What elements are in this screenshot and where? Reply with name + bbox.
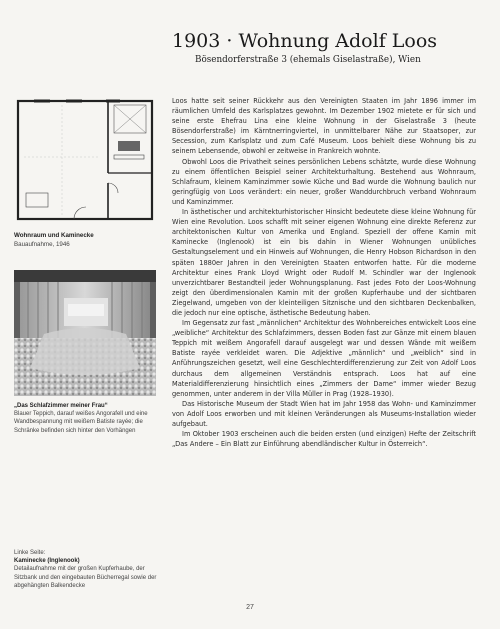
paragraph: In ästhetischer und architekturhistorischer Hinsicht bedeutete diese kleine Wohnung für Wien eine Revolution. Loos schafft mit seiner eigenen Wohnung eine direkte Referenz zur architektonischen Kultur von Amerika und England. Speziell der offene Kamin mit Kaminecke (Inglenook) ist ein bis dahin in Wiener Wohnungen unübliches Gestaltungselement und ein Hinweis auf Wohnungen, die Henry Hobson Richardson in den späten 1880er Jahren in den Vereinigten Staaten entworfen hatte. Für die moderne Architektur eines Frank Lloyd Wright oder Rudolf M. Schindler war der Inglenook unverzichtbarer Bestandteil jeder Wohnungsplanung. Fast jedes Foto der Loos-Wohnung zeigt den überdimensionalen Kamin mit der großen Kupferhaube und der sichtbaren Ziegelwand, umgeben von der kleinteiligen Sitznische und den sichtbaren Deckenbalken, die jedoch nur eine optische, ästhetische Bedeutung haben.	[172, 208, 476, 317]
left-page-caption-text: Detailaufnahme mit der großen Kupferhaube, der Sitzbank und den eingebauten Bücherregal sowie der abgehängten Balkendecke	[14, 566, 157, 589]
paragraph: Im Gegensatz zur fast „männlichen“ Architektur des Wohnbereiches entwickelt Loos eine „weibliche“ Architektur des Schlafzimmers, dessen Boden fast zur Gänze mit einem blauen Teppich mit weißem Angorafell darauf ausgelegt war und dessen Wände mit weißem Batiste rayée verkleidet waren. Die Adjektive „männlich“ und „weiblich“ sind in Anführungszeichen gesetzt, weil eine Geschlechterdifferenzierung zur Zeit von Adolf Loos durchaus dem allgemeinen Verständnis entsprach. Loos hat auf eine Materialdifferenzierung hinsichtlich eines „Zimmers der Dame“ immer wieder Bezug genommen, unter anderem in der Villa Müller in Prag (1928–1930).	[172, 319, 476, 398]
paragraph: Loos hatte seit seiner Rückkehr aus den Vereinigten Staaten im Jahr 1896 immer im räumlichen Umfeld des Karlsplatzes gewohnt. Im Dezember 1902 mietete er für sich und seine erste Ehefrau Lina eine kleine Wohnung in der Giselastraße 3 (heute Bösendorferstraße) im Kärntnerringviertel, in unmittelbarer Nähe zur Staatsoper, zur Secession, zum Karlsplatz und zum Café Museum. Loos behielt diese Wohnung bis zu seinem Lebensende, obwohl er zeitweise in Frankreich wohnte.	[172, 97, 476, 156]
photo-caption-title: „Das Schlafzimmer meiner Frau“	[14, 403, 108, 409]
paragraph: Im Oktober 1903 erscheinen auch die beiden ersten (und einzigen) Hefte der Zeitschrift „Das Andere – Ein Blatt zur Einführung abendländischer Kultur in Österreich“.	[172, 430, 476, 449]
page-subtitle: Bösendorferstraße 3 (ehemals Giselastraße), Wien	[195, 55, 421, 65]
bedroom-photo	[14, 270, 156, 396]
paragraph: Obwohl Loos die Privatheit seines persönlichen Lebens schätzte, wurde diese Wohnung zu einem öffentlichen Beispiel seiner Architekturhaltung. Bestehend aus Wohnraum, Schlafraum, kleinem Kaminzimmer sowie Küche und Bad wurde die Wohnung baulich nur geringfügig von Loos verändert: ein neuer, großer Wanddurchbruch verband Wohnraum und Kaminzimmer.	[172, 157, 476, 206]
left-page-caption-label: Linke Seite:	[14, 550, 46, 556]
floor-plan-drawing	[14, 97, 156, 224]
photo-caption	[14, 402, 164, 435]
left-page-caption-title: Kaminecke (Inglenook)	[14, 558, 80, 565]
plan-caption	[14, 232, 162, 249]
plan-caption-text: Bauaufnahme, 1946	[14, 240, 70, 248]
left-page-caption	[14, 549, 164, 590]
plan-caption-title: Wohnraum und Kaminecke	[14, 232, 94, 239]
page-title: 1903 · Wohnung Adolf Loos	[172, 30, 438, 52]
photo-caption-text: Blauer Teppich, darauf weißes Angorafell und eine Wandbespannung mit weißem Batiste rayée; die Schränke befinden sich hinter den Vorhängen	[14, 411, 148, 434]
paragraph: Das Historische Museum der Stadt Wien hat im Jahr 1958 das Wohn- und Kaminzimmer von Adolf Loos erworben und mit kleinen Veränderungen als Museums-Installation wieder aufgebaut.	[172, 399, 476, 428]
page-number: 27	[246, 604, 254, 611]
body-text	[172, 96, 476, 449]
